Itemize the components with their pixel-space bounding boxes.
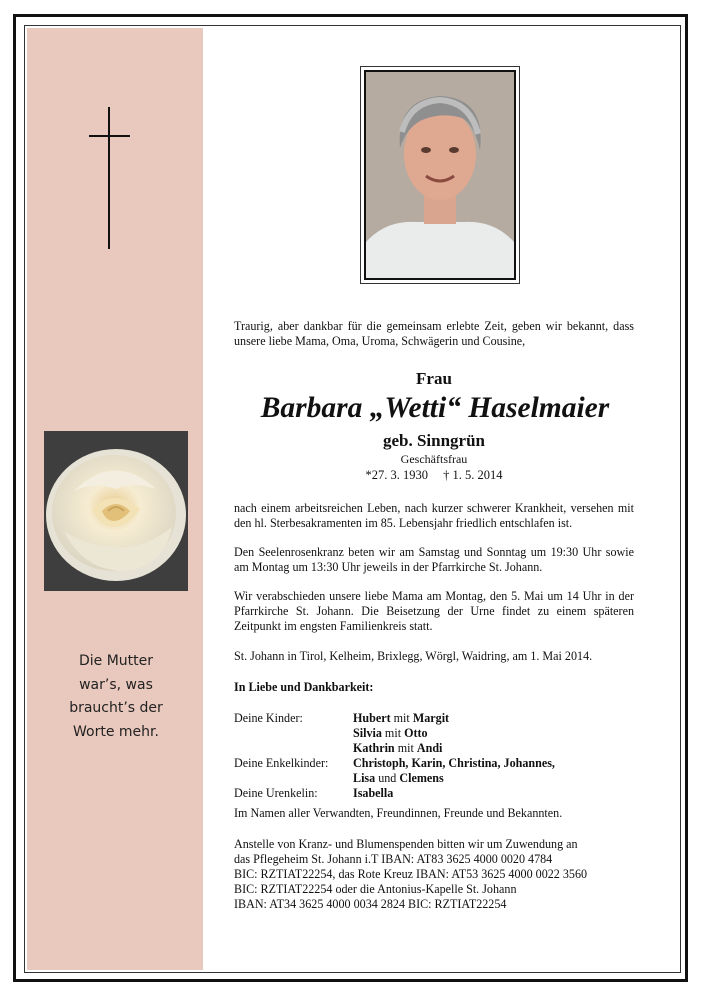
cross-icon [108, 107, 110, 249]
child-name: Hubert [353, 711, 391, 725]
donation-line: BIC: RZTIAT22254 oder die Antonius-Kapelle St. Johann [234, 882, 517, 896]
quote-line: Worte mehr. [73, 723, 159, 740]
child-entry [353, 726, 428, 741]
greatgrand-label: Deine Urenkelin: [234, 786, 318, 800]
grandchild-mid: und [375, 771, 400, 785]
quote-line: Die Mutter [78, 653, 154, 669]
rosary-paragraph: Den Seelenrosenkranz beten wir am Samstag und Sonntag um 19:30 Uhr sowie am Montag um 13:30 Uhr jeweils in der Pfarrkirche St. Johann. [234, 545, 634, 574]
quote-line: war’s, was [79, 676, 153, 693]
occupation: Geschäftsfrau [400, 452, 468, 466]
child-mid: mit [394, 741, 417, 755]
quote-line: braucht’s der [69, 700, 163, 716]
relatives-text: Im Namen aller Verwandten, Freundinnen, Freunde und Bekannten. [234, 806, 563, 820]
farewell-paragraph: Wir verabschieden unsere liebe Mama am Montag, den 5. Mai um 14 Uhr in der Pfarrkirche St. Johann. Die Beisetzung der Urne findet zu einem späteren Zeitpunkt im engsten Familienkreis statt. [234, 589, 634, 633]
donation-line: BIC: RZTIAT22254, das Rote Kreuz IBAN: AT53 3625 4000 0022 3560 [234, 867, 588, 881]
grandchildren-line [353, 771, 444, 786]
child-mid: mit [381, 726, 405, 740]
cross-icon-bar [89, 135, 130, 137]
donation-line: IBAN: AT34 3625 4000 0034 2824 BIC: RZTIAT22254 [234, 897, 507, 911]
death-paragraph: nach einem arbeitsreichen Leben, nach kurzer schwerer Krankheit, versehen mit den hl. Sterbesakramenten im 85. Lebensjahr friedlich entschlafen ist. [234, 501, 634, 530]
intro-text: Traurig, aber dankbar für die gemeinsam erlebte Zeit, geben wir bekannt, dass unsere liebe Mama, Oma, Uroma, Schwägerin und Cousine, [234, 319, 634, 348]
partner-name: Margit [412, 711, 450, 725]
child-entry [353, 711, 449, 726]
children-label: Deine Kinder: [234, 711, 303, 725]
donation-line: Anstelle von Kranz- und Blumenspenden bitten wir um Zuwendung an [234, 837, 578, 851]
child-entry [353, 741, 442, 756]
love-heading: In Liebe und Dankbarkeit: [234, 680, 374, 694]
rose-image [44, 431, 188, 591]
grandchildren-line: Christoph, Karin, Christina, Johannes, [353, 756, 555, 770]
donation-line: das Pflegeheim St. Johann i.T IBAN: AT83 3625 4000 0020 4784 [234, 852, 553, 866]
grandchild-name: Lisa [353, 771, 376, 785]
greatgrand-name: Isabella [353, 786, 394, 800]
partner-name: Andi [416, 741, 443, 755]
life-dates [234, 468, 634, 483]
death-date: † 1. 5. 2014 [443, 468, 503, 482]
sidebar-quote [56, 650, 176, 744]
grandchildren-label: Deine Enkelkinder: [234, 756, 329, 770]
grandchild-name: Clemens [399, 771, 444, 785]
partner-name: Otto [404, 726, 428, 740]
child-name: Kathrin [353, 741, 395, 755]
portrait-photo [364, 70, 516, 280]
salutation: Frau [416, 369, 452, 388]
deceased-name: Barbara „Wetti“ Haselmaier [260, 392, 610, 424]
portrait-frame [360, 66, 520, 284]
maiden-name: geb. Sinngrün [382, 431, 486, 450]
place-date: St. Johann in Tirol, Kelheim, Brixlegg, Wörgl, Waidring, am 1. Mai 2014. [234, 649, 593, 663]
child-name: Silvia [353, 726, 382, 740]
birth-date: *27. 3. 1930 [365, 468, 428, 482]
child-mid: mit [390, 711, 413, 725]
